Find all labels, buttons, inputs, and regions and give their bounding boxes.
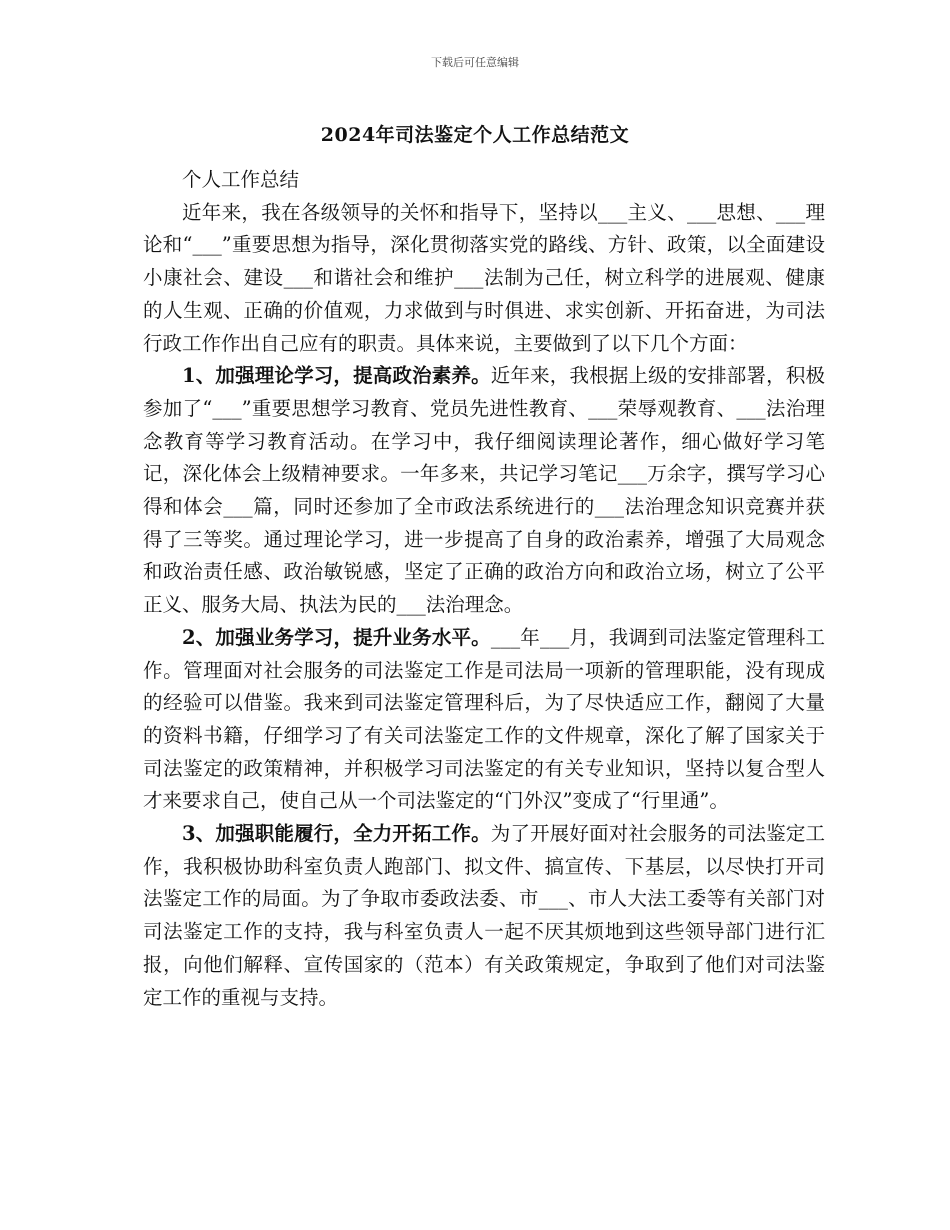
- section-lead-1: 1、加强理论学习，提高政治素养。: [182, 364, 491, 388]
- subheading: 个人工作总结: [182, 168, 300, 191]
- document-body: [143, 164, 825, 1014]
- section-text-3: 为了开展好面对社会服务的司法鉴定工作，我积极协助科室负责人跑部门、拟文件、搞宣传、下基层，以尽快打开司法鉴定工作的局面。为了争取市委政法委、市___、市人大法工委等有关部门对司法鉴定工作的支持，我与科室负责人一起不厌其烦地到这些领导部门进行汇报，向他们解释、宣传国家的（范本）有关政策规定，争取到了他们对司法鉴定工作的重视与支持。: [143, 822, 825, 1009]
- section-paragraph-2: [143, 622, 825, 818]
- section-lead-3: 3、加强职能履行，全力开拓工作。: [182, 822, 491, 846]
- section-paragraph-1: [143, 360, 825, 622]
- document-title: 2024年司法鉴定个人工作总结范文: [320, 124, 630, 146]
- section-text-2: ___年___月，我调到司法鉴定管理科工作。管理面对社会服务的司法鉴定工作是司法局一项新的管理职能，没有现成的经验可以借鉴。我来到司法鉴定管理科后，为了尽快适应工作，翻阅了大量的资料书籍，仔细学习了有关司法鉴定工作的文件规章，深化了解了国家关于司法鉴定的政策精神，并积极学习司法鉴定的有关专业知识，坚持以复合型人才来要求自己，使自己从一个司法鉴定的“门外汉”变成了“行里通”。: [143, 625, 825, 813]
- section-paragraph-3: [143, 818, 825, 1014]
- intro-paragraph: 近年来，我在各级领导的关怀和指导下，坚持以___主义、___思想、___理论和“___”重要思想为指导，深化贯彻落实党的路线、方针、政策，以全面建设小康社会、建设___和谐社会和维护___法制为己任，树立科学的进展观、健康的人生观、正确的价值观，力求做到与时俱进、求实创新、开拓奋进，为司法行政工作作出自己应有的职责。具体来说，主要做到了以下几个方面：: [143, 200, 825, 355]
- section-text-1: 近年来，我根据上级的安排部署，积极参加了“___”重要思想学习教育、党员先进性教育、___荣辱观教育、___法治理念教育等学习教育活动。在学习中，我仔细阅读理论著作，细心做好学习笔记，深化体会上级精神要求。一年多来，共记学习笔记___万余字，撰写学习心得和体会___篇，同时还参加了全市政法系统进行的___法治理念知识竞赛并获得了三等奖。通过理论学习，进一步提高了自身的政治素养，增强了大局观念和政治责任感、政治敏锐感，坚定了正确的政治方向和政治立场，树立了公平正义、服务大局、执法为民的___法治理念。: [143, 364, 825, 617]
- header-note: 下载后可任意编辑: [431, 56, 519, 69]
- section-lead-2: 2、加强业务学习，提升业务水平。: [182, 625, 491, 649]
